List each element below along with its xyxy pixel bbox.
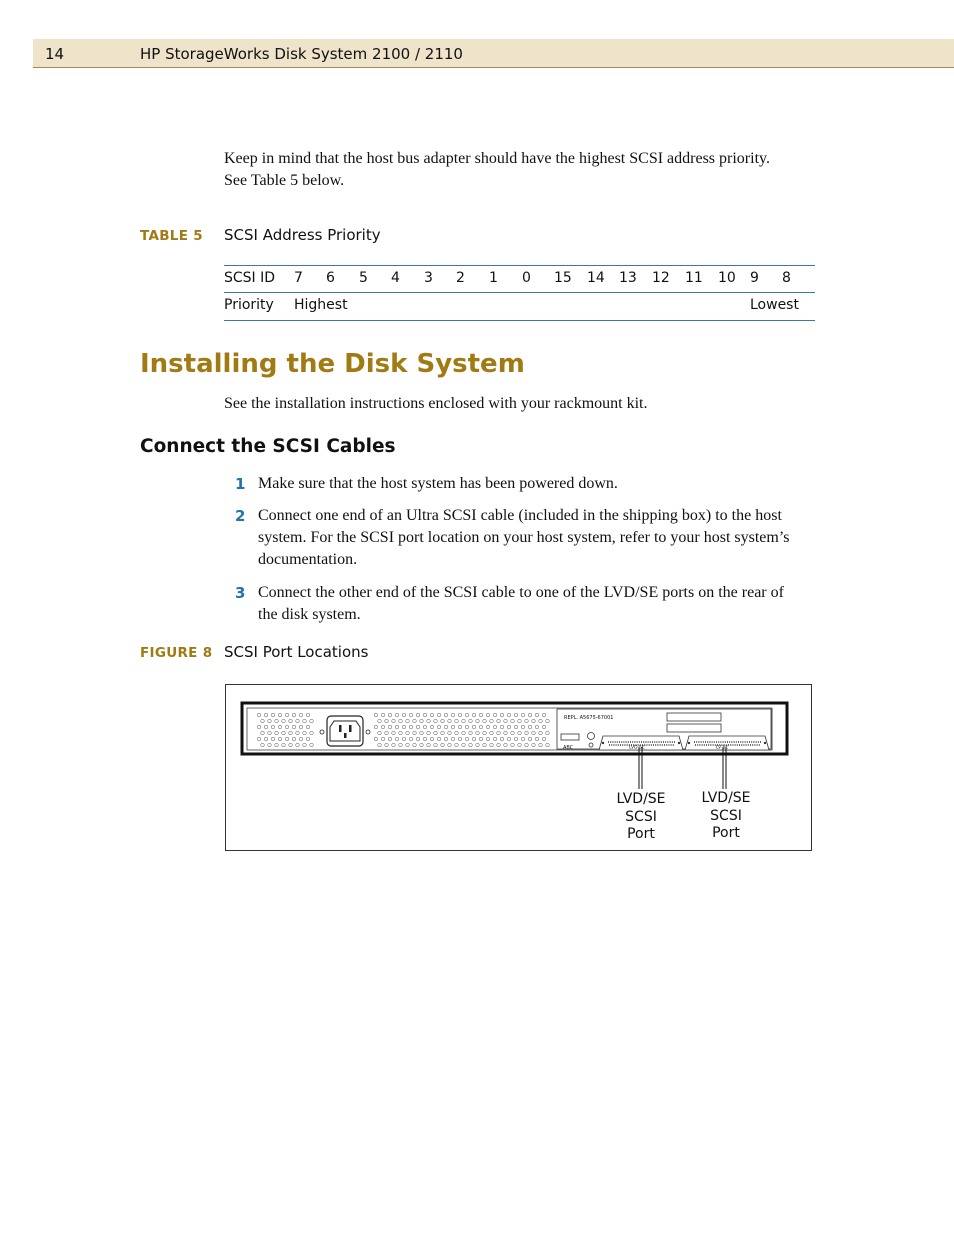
callout-line: LVD/SE [616, 791, 666, 807]
intro-line-2: See Table 5 below. [224, 172, 345, 189]
table-cell-id: 1 [489, 270, 498, 286]
table-cell-id: 3 [424, 270, 433, 286]
callout-scsi-port-1 [606, 791, 676, 844]
step-line: Connect one end of an Ultra SCSI cable (included in the shipping box) to the host [258, 507, 782, 524]
table-cell-id: 7 [294, 270, 303, 286]
table-cell-id: 4 [391, 270, 400, 286]
power-inlet-icon [320, 716, 370, 746]
section-heading: Installing the Disk System [140, 349, 525, 379]
callout-scsi-port-2 [691, 790, 761, 843]
figure-frame [225, 684, 812, 851]
table-row-header-priority: Priority [224, 297, 274, 313]
step-line: Make sure that the host system has been powered down. [258, 475, 618, 492]
priority-highest: Highest [294, 297, 348, 313]
running-header [33, 39, 954, 68]
callout-line: Port [712, 825, 740, 841]
port-b-label: LV SE [716, 745, 729, 751]
step-number: 2 [235, 507, 246, 525]
table-cell-id: 9 [750, 270, 759, 286]
step-text [258, 505, 814, 571]
table-label: TABLE 5 [140, 228, 203, 244]
panel-part-number: REPL. A5675-67001 [564, 715, 614, 721]
section-paragraph: See the installation instructions enclosed with your rackmount kit. [224, 395, 648, 412]
table-cell-id: 12 [652, 270, 670, 286]
step-line: system. For the SCSI port location on your host system, refer to your host system’s [258, 529, 790, 546]
step-text [258, 473, 814, 495]
table-cell-id: 5 [359, 270, 368, 286]
callout-line: SCSI [625, 808, 657, 825]
callout-line: Port [627, 826, 655, 842]
table-row-header-scsi-id: SCSI ID [224, 270, 276, 286]
intro-line-1: Keep in mind that the host bus adapter should have the highest SCSI address priority. [224, 150, 770, 167]
table-divider [224, 292, 815, 293]
table-cell-id: 14 [587, 270, 605, 286]
page-number: 14 [45, 45, 65, 63]
callout-line: SCSI [710, 807, 742, 824]
step-number: 1 [235, 475, 246, 493]
document-title: HP StorageWorks Disk System 2100 / 2110 [140, 45, 463, 63]
controller-panel [557, 709, 771, 751]
intro-paragraph [224, 148, 816, 192]
panel-abc-label: ABC [563, 745, 574, 751]
table-cell-id: 6 [326, 270, 335, 286]
table-caption: SCSI Address Priority [224, 226, 381, 244]
subsection-heading: Connect the SCSI Cables [140, 436, 396, 457]
step-text [258, 582, 814, 626]
table-cell-id: 11 [685, 270, 703, 286]
table-cell-id: 2 [456, 270, 465, 286]
table-cell-id: 10 [718, 270, 736, 286]
figure-caption: SCSI Port Locations [224, 643, 369, 661]
step-line: Connect the other end of the SCSI cable to one of the LVD/SE ports on the rear of [258, 584, 784, 601]
table-cell-id: 15 [554, 270, 572, 286]
table-cell-id: 0 [522, 270, 531, 286]
table-cell-id: 8 [782, 270, 791, 286]
step-line: documentation. [258, 551, 358, 568]
scsi-priority-table [224, 265, 815, 321]
figure-label: FIGURE 8 [140, 645, 213, 661]
port-a-label: LVD SE [629, 745, 645, 751]
priority-lowest: Lowest [750, 297, 799, 313]
step-number: 3 [235, 584, 246, 602]
table-cell-id: 13 [619, 270, 637, 286]
callout-line: LVD/SE [701, 790, 751, 806]
step-line: the disk system. [258, 606, 361, 623]
